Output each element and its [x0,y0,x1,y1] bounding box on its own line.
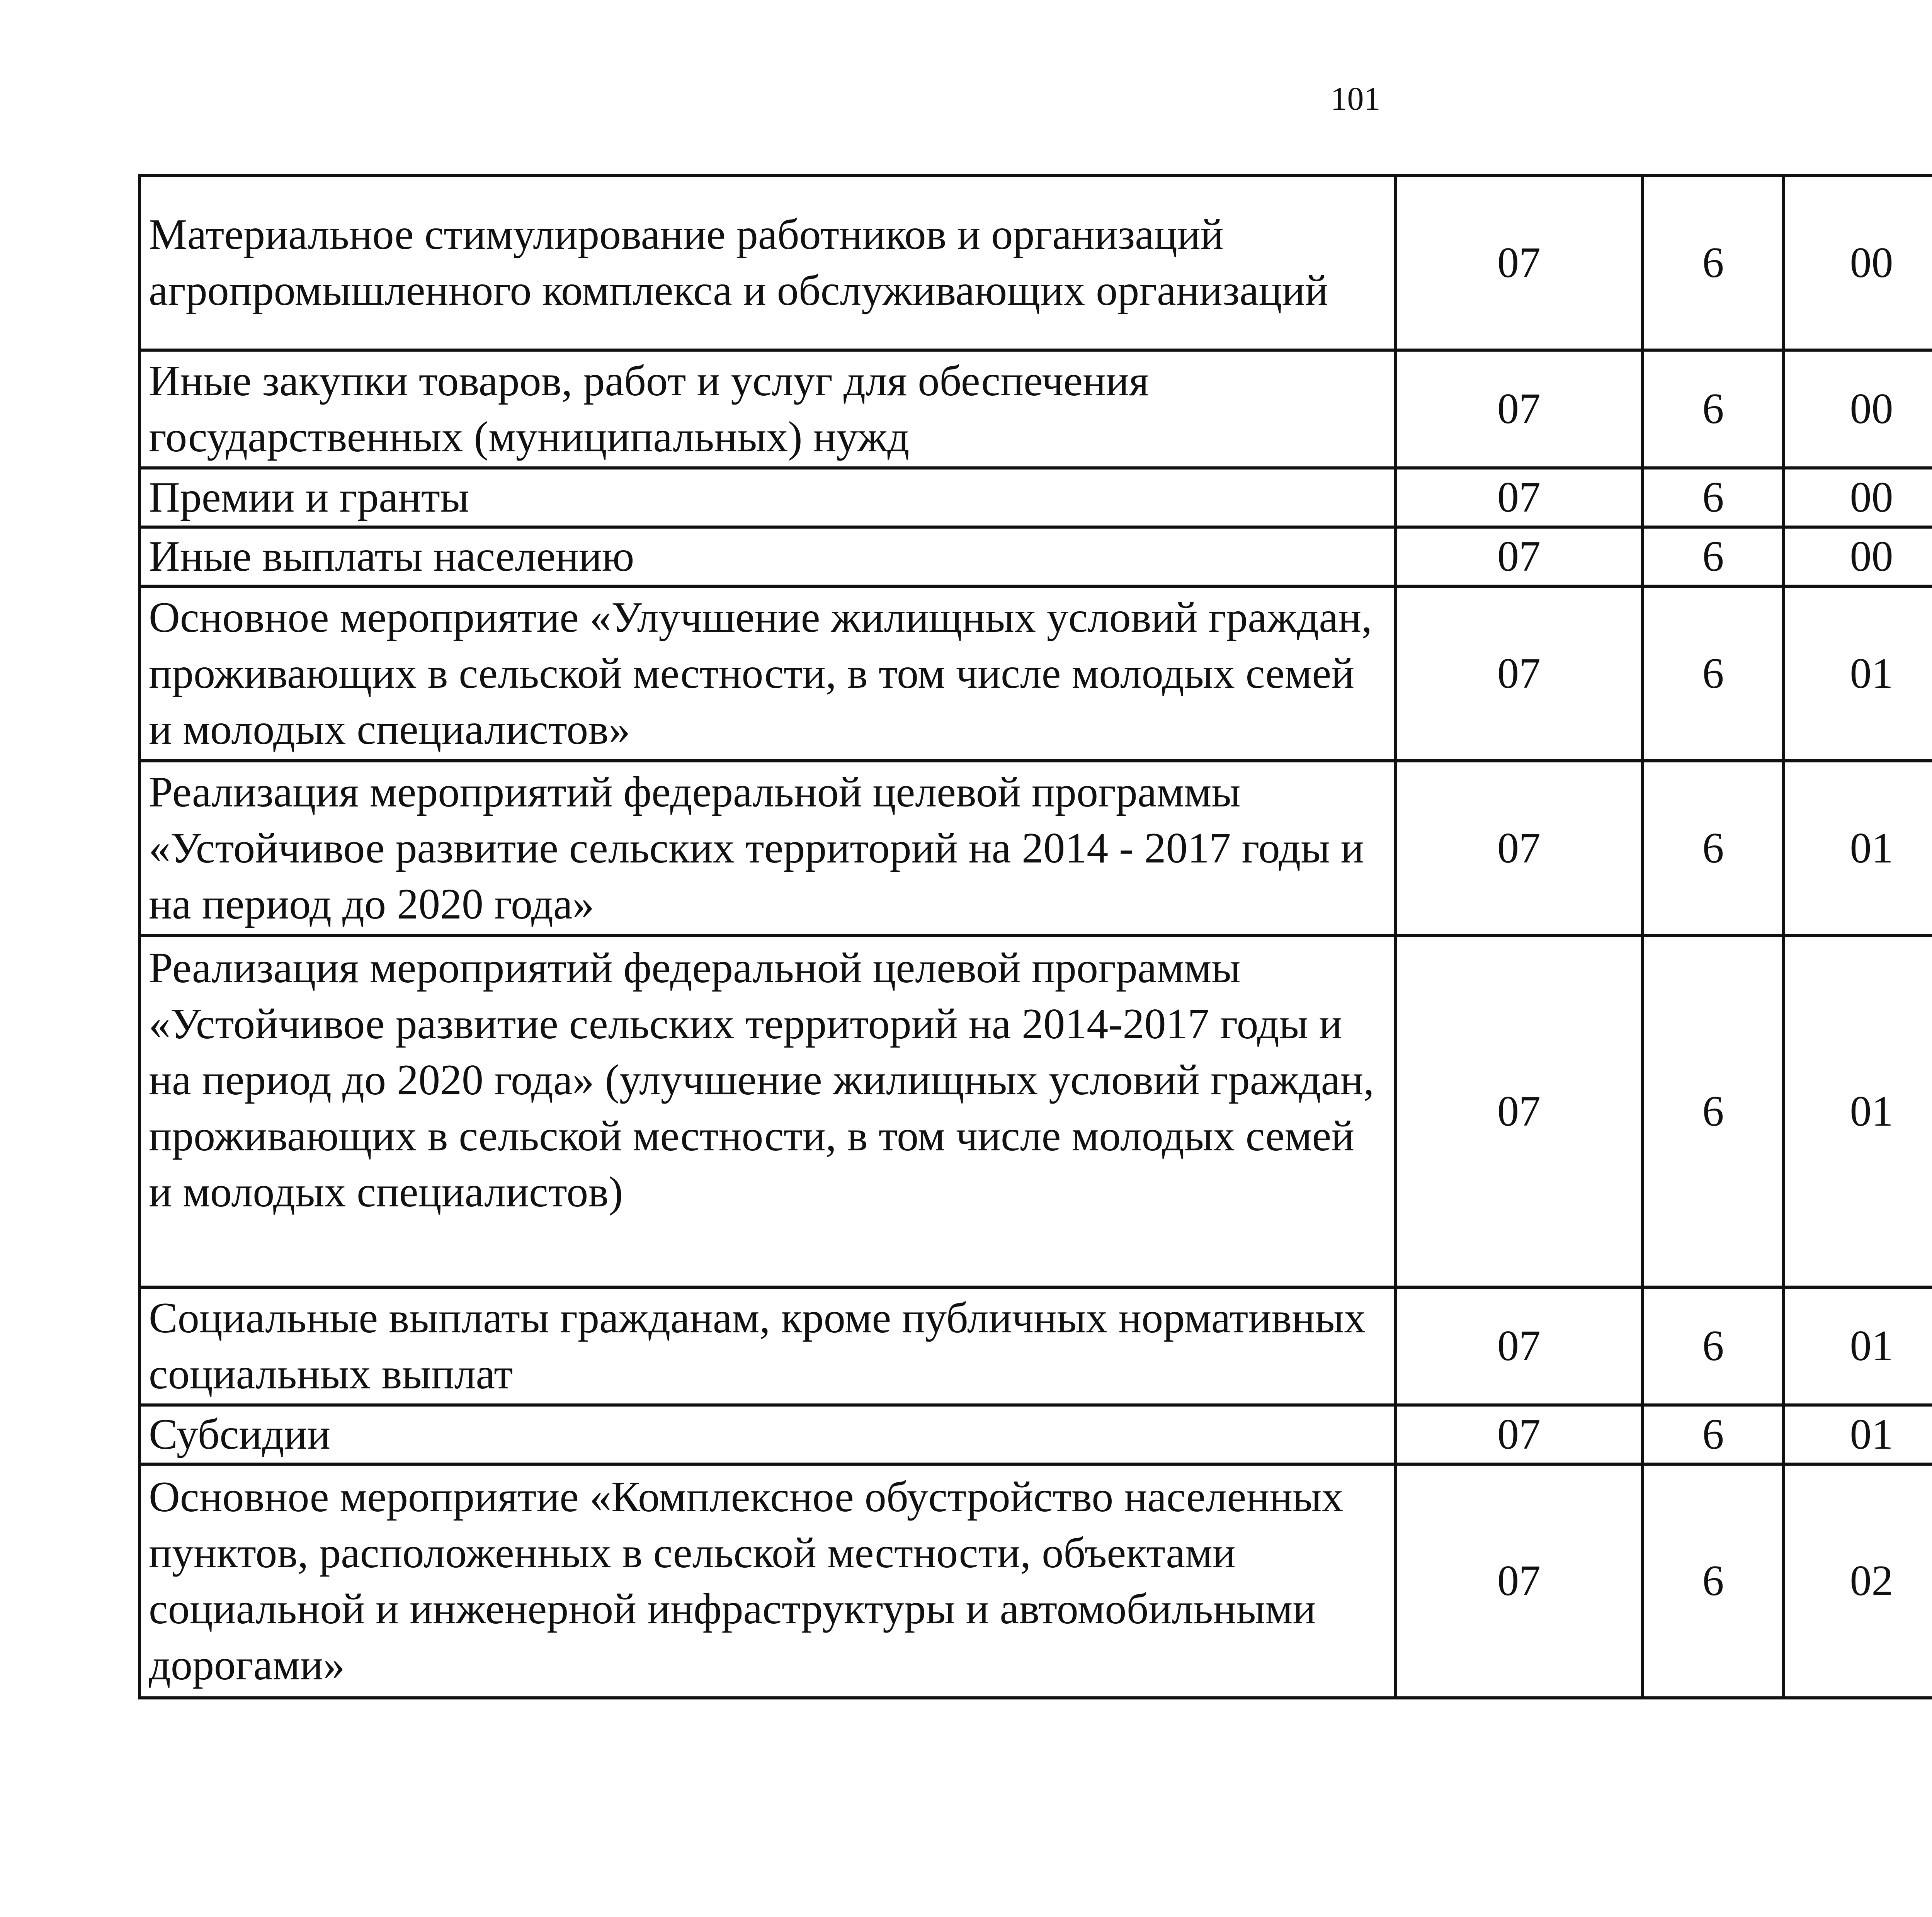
row-name: Субсидии [139,1405,1395,1464]
table-row [139,468,1932,527]
budget-table [138,174,1932,1699]
row-name: Иные закупки товаров, работ и услуг для обеспечения государственных (муниципальных) нужд [139,350,1395,468]
row-name: Материальное стимулирование работников и организаций агропромышленного комплекса и обслуживающих организаций [139,175,1395,350]
page-number: 101 [1330,80,1381,117]
cell-section: 07 [1395,527,1643,586]
row-name: Социальные выплаты гражданам, кроме публичных нормативных социальных выплат [139,1287,1395,1405]
cell-subprogram: 01 [1784,586,1932,761]
cell-section: 07 [1395,1287,1643,1405]
table-row [139,350,1932,468]
table-row [139,761,1932,936]
cell-subprogram: 01 [1784,936,1932,1287]
row-name: Реализация мероприятий федеральной целевой программы «Устойчивое развитие сельских территорий на 2014 - 2017 годы и на период до 2020 года» [139,761,1395,936]
table-row [139,175,1932,350]
row-name: Основное мероприятие «Улучшение жилищных условий граждан, проживающих в сельской местности, в том числе молодых семей и молодых специалистов» [139,586,1395,761]
cell-program: 6 [1643,468,1784,527]
cell-subprogram: 01 [1784,1405,1932,1464]
table-row [139,1287,1932,1405]
cell-subprogram: 00 [1784,350,1932,468]
cell-program: 6 [1643,586,1784,761]
cell-section: 07 [1395,1464,1643,1698]
table-row [139,527,1932,586]
table-body [139,175,1932,1698]
cell-program: 6 [1643,761,1784,936]
cell-program: 6 [1643,936,1784,1287]
cell-program: 6 [1643,527,1784,586]
row-name: Премии и гранты [139,468,1395,527]
cell-subprogram: 01 [1784,761,1932,936]
table-row [139,1405,1932,1464]
cell-program: 6 [1643,1405,1784,1464]
table-row [139,936,1932,1287]
cell-section: 07 [1395,586,1643,761]
row-name: Реализация мероприятий федеральной целевой программы «Устойчивое развитие сельских территорий на 2014-2017 годы и на период до 2020 года» (улучшение жилищных условий граждан, проживающих в сельской местности, в том числе молодых семей и молодых специалистов) [139,936,1395,1287]
cell-section: 07 [1395,936,1643,1287]
table-row [139,586,1932,761]
row-name: Иные выплаты населению [139,527,1395,586]
cell-subprogram: 00 [1784,175,1932,350]
cell-section: 07 [1395,175,1643,350]
cell-program: 6 [1643,1464,1784,1698]
cell-program: 6 [1643,175,1784,350]
cell-subprogram: 02 [1784,1464,1932,1698]
cell-section: 07 [1395,1405,1643,1464]
cell-section: 07 [1395,350,1643,468]
table-row [139,1464,1932,1698]
row-name: Основное мероприятие «Комплексное обустройство населенных пунктов, расположенных в сельской местности, объектами социальной и инженерной инфраструктуры и автомобильными дорогами» [139,1464,1395,1698]
cell-program: 6 [1643,350,1784,468]
cell-program: 6 [1643,1287,1784,1405]
cell-section: 07 [1395,761,1643,936]
cell-subprogram: 00 [1784,468,1932,527]
cell-section: 07 [1395,468,1643,527]
cell-subprogram: 01 [1784,1287,1932,1405]
cell-subprogram: 00 [1784,527,1932,586]
